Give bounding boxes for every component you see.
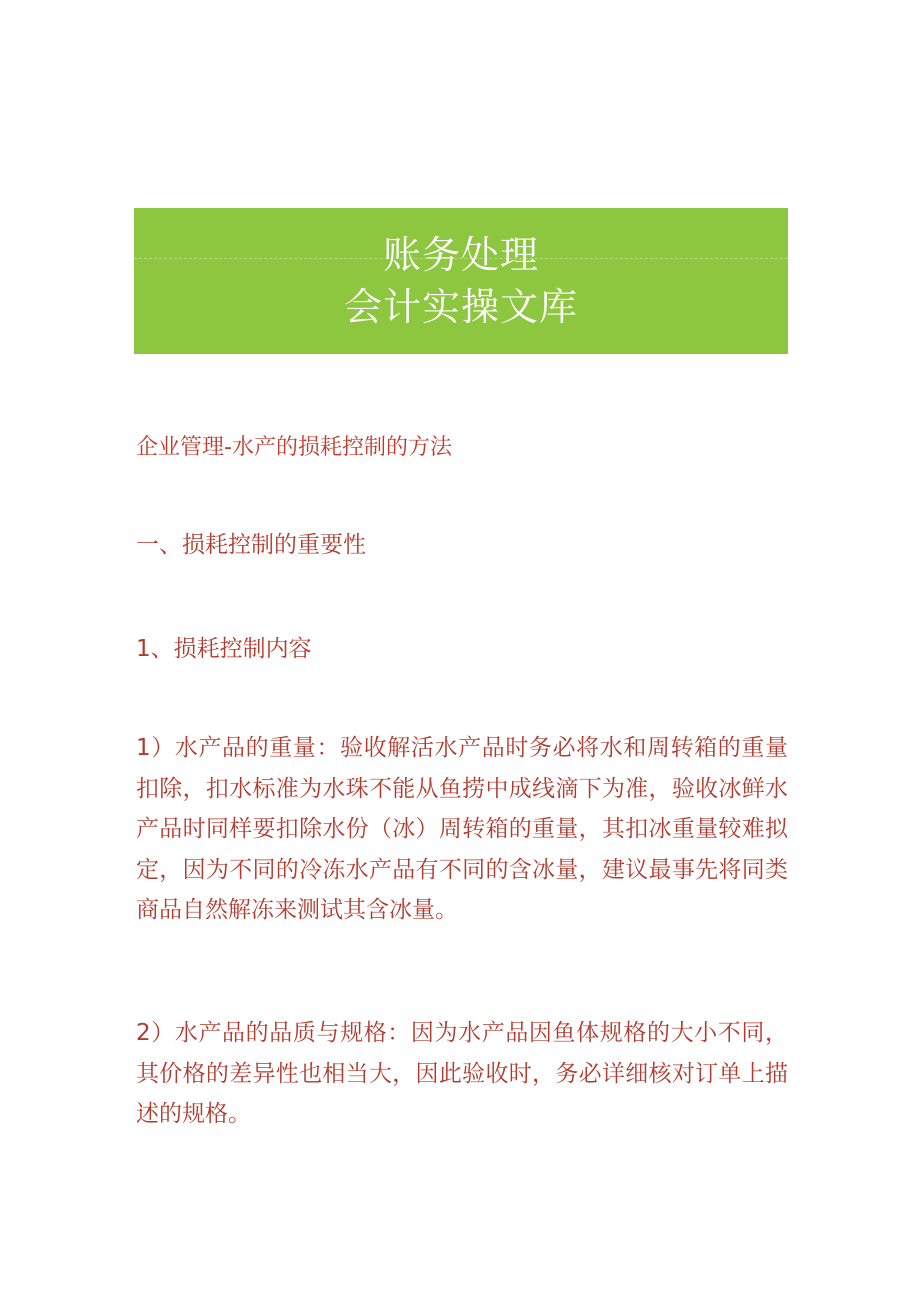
sub-heading: 1、损耗控制内容 [136,636,312,662]
header-banner [134,208,788,354]
document-title: 企业管理-水产的损耗控制的方法 [136,435,452,460]
banner-subtitle: 会计实操文库 [343,285,578,329]
paragraph-quality: 2）水产品的品质与规格：因为水产品因鱼体规格的大小不同，其价格的差异性也相当大，因此验收时，务必详细核对订单上描述的规格。 [136,1020,788,1128]
banner-title: 账务处理 [382,233,539,277]
paragraph-weight: 1）水产品的重量：验收解活水产品时务必将水和周转箱的重量扣除，扣水标准为水珠不能从鱼捞中成线滴下为准，验收冰鲜水产品时同样要扣除水份（冰）周转箱的重量，其扣冰重量较难拟定，因为不同的冷冻水产品有不同的含冰量，建议最事先将同类商品自然解冻来测试其含冰量。 [136,735,788,924]
section-heading: 一、损耗控制的重要性 [136,532,366,558]
